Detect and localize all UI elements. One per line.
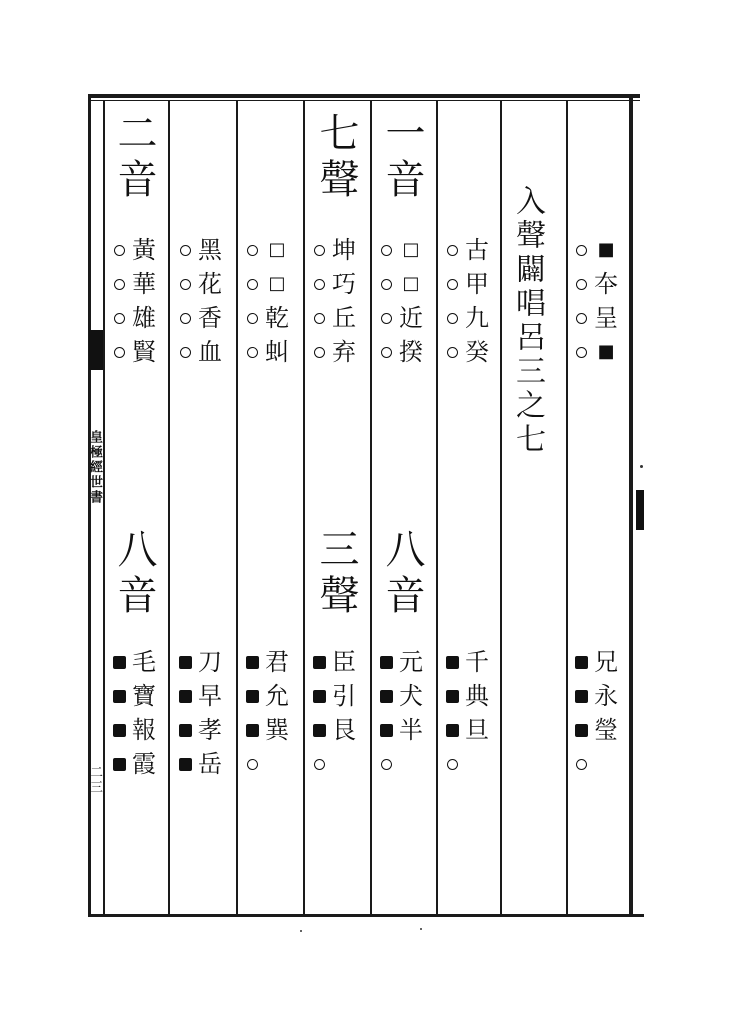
- filled-square-mark: [113, 758, 126, 771]
- rhyme-char: 岳: [198, 750, 222, 778]
- group-label: 八音: [111, 528, 157, 620]
- rhyme-row: [441, 747, 491, 781]
- group-label: 一音: [379, 112, 425, 204]
- circle-mark: [576, 245, 587, 256]
- filled-square-mark: ■: [597, 239, 615, 260]
- rhyme-row: [375, 301, 425, 335]
- rhyme-row: [108, 335, 158, 369]
- circle-mark: [247, 313, 258, 324]
- rhyme-row: [108, 267, 158, 301]
- margin-book-title: 皇極經世書: [87, 430, 102, 505]
- filled-square-mark: [380, 656, 393, 669]
- rhyme-char: 犬: [399, 682, 423, 710]
- rhyme-char: 永: [594, 682, 618, 710]
- column-top-block: [441, 233, 491, 369]
- circle-mark: [447, 245, 458, 256]
- rhyme-char: 典: [465, 682, 489, 710]
- rhyme-row: [308, 645, 358, 679]
- circle-mark: [180, 313, 191, 324]
- rhyme-row: [570, 301, 620, 335]
- column-top-block: [108, 233, 158, 369]
- filled-square-mark: [446, 724, 459, 737]
- rhyme-row: [441, 713, 491, 747]
- rhyme-char: 報: [132, 716, 156, 744]
- rhyme-char: 坤: [332, 236, 356, 264]
- column-divider: [566, 100, 568, 914]
- rhyme-row: [375, 267, 425, 301]
- circle-mark: [114, 313, 125, 324]
- rhyme-row: [174, 233, 224, 267]
- circle-mark: [314, 245, 325, 256]
- rhyme-char: 元: [399, 648, 423, 676]
- rhyme-row: [570, 233, 620, 267]
- rhyme-char: 古: [465, 236, 489, 264]
- circle-mark: [576, 313, 587, 324]
- right-edge-mark: [636, 490, 644, 530]
- circle-mark: [180, 347, 191, 358]
- circle-mark: [447, 279, 458, 290]
- filled-square-mark: [313, 724, 326, 737]
- column-top-block: [308, 233, 358, 369]
- column-divider: [500, 100, 502, 914]
- group-label: 二音: [111, 112, 157, 204]
- rhyme-row: [174, 301, 224, 335]
- filled-square-mark: [179, 690, 192, 703]
- rhyme-row: [174, 267, 224, 301]
- rhyme-row: [570, 645, 620, 679]
- filled-square-mark: [246, 656, 259, 669]
- circle-mark: [576, 347, 587, 358]
- rhyme-row: [241, 713, 291, 747]
- rhyme-row: [241, 301, 291, 335]
- filled-square-mark: [113, 724, 126, 737]
- circle-mark: [180, 245, 191, 256]
- circle-mark: [381, 347, 392, 358]
- filled-square-mark: [575, 724, 588, 737]
- rhyme-row: [241, 335, 291, 369]
- missing-char-box: □: [402, 239, 420, 260]
- circle-mark: [247, 245, 258, 256]
- rhyme-char: 允: [265, 682, 289, 710]
- rhyme-char: 引: [332, 682, 356, 710]
- column-top-block: [375, 233, 425, 369]
- column-divider: [303, 100, 305, 914]
- filled-square-mark: [246, 724, 259, 737]
- column-divider: [436, 100, 438, 914]
- rhyme-char: 九: [465, 304, 489, 332]
- circle-mark: [314, 347, 325, 358]
- rhyme-char: 夲: [594, 270, 618, 298]
- circle-mark: [247, 759, 258, 770]
- rhyme-char: 血: [198, 338, 222, 366]
- circle-mark: [447, 347, 458, 358]
- circle-mark: [314, 279, 325, 290]
- rhyme-row: [241, 679, 291, 713]
- rhyme-row: [441, 335, 491, 369]
- rhyme-row: [441, 679, 491, 713]
- rhyme-row: [174, 335, 224, 369]
- rhyme-char: 臣: [332, 648, 356, 676]
- left-margin-line: [103, 100, 105, 916]
- rhyme-row: [108, 747, 158, 781]
- filled-square-mark: [446, 656, 459, 669]
- bottom-border: [88, 914, 644, 917]
- circle-mark: [114, 279, 125, 290]
- rhyme-row: [108, 233, 158, 267]
- rhyme-row: [441, 233, 491, 267]
- rhyme-char: 呈: [594, 304, 618, 332]
- filled-square-mark: [113, 656, 126, 669]
- column-bottom-block: [308, 645, 358, 781]
- circle-mark: [381, 279, 392, 290]
- top-border: [88, 94, 640, 98]
- paper-speck: [640, 465, 643, 468]
- filled-square-mark: ■: [597, 341, 615, 362]
- rhyme-row: [308, 747, 358, 781]
- rhyme-char: 黃: [132, 236, 156, 264]
- column-divider: [370, 100, 372, 914]
- filled-square-mark: [313, 690, 326, 703]
- filled-square-mark: [179, 724, 192, 737]
- circle-mark: [381, 759, 392, 770]
- group-label: 七聲: [313, 112, 359, 204]
- rhyme-char: 孝: [198, 716, 222, 744]
- rhyme-row: [375, 335, 425, 369]
- rhyme-row: [570, 335, 620, 369]
- missing-char-box: □: [402, 273, 420, 294]
- rhyme-char: 雄: [132, 304, 156, 332]
- rhyme-row: [441, 645, 491, 679]
- circle-mark: [247, 279, 258, 290]
- rhyme-char: 乾: [265, 304, 289, 332]
- missing-char-box: □: [268, 239, 286, 260]
- top-border-thin: [88, 100, 640, 101]
- filled-square-mark: [380, 724, 393, 737]
- rhyme-row: [375, 713, 425, 747]
- column-divider: [236, 100, 238, 914]
- rhyme-char: 弃: [332, 338, 356, 366]
- rhyme-char: 揆: [399, 338, 423, 366]
- circle-mark: [314, 759, 325, 770]
- rhyme-char: 半: [399, 716, 423, 744]
- rhyme-row: [308, 267, 358, 301]
- circle-mark: [576, 279, 587, 290]
- rhyme-row: [570, 713, 620, 747]
- filled-square-mark: [380, 690, 393, 703]
- column-bottom-block: [174, 645, 224, 781]
- circle-mark: [381, 245, 392, 256]
- rhyme-row: [241, 747, 291, 781]
- circle-mark: [180, 279, 191, 290]
- circle-mark: [314, 313, 325, 324]
- column-divider: [168, 100, 170, 914]
- rhyme-char: 虯: [265, 338, 289, 366]
- rhyme-char: 旦: [465, 716, 489, 744]
- rhyme-char: 兄: [594, 648, 618, 676]
- filled-square-mark: [575, 656, 588, 669]
- group-label: 三聲: [313, 528, 359, 620]
- rhyme-char: 刀: [198, 648, 222, 676]
- rhyme-row: [308, 679, 358, 713]
- rhyme-row: [570, 267, 620, 301]
- rhyme-char: 艮: [332, 716, 356, 744]
- right-border: [629, 96, 633, 916]
- rhyme-char: 花: [198, 270, 222, 298]
- paper-speck: [300, 930, 302, 932]
- missing-char-box: □: [268, 273, 286, 294]
- circle-mark: [447, 759, 458, 770]
- rhyme-row: [375, 679, 425, 713]
- rhyme-row: [241, 267, 291, 301]
- rhyme-char: 華: [132, 270, 156, 298]
- rhyme-row: [108, 645, 158, 679]
- circle-mark: [576, 759, 587, 770]
- rhyme-row: [570, 747, 620, 781]
- column-bottom-block: [108, 645, 158, 781]
- circle-mark: [447, 313, 458, 324]
- page-title: 入聲闢唱呂三之七: [510, 185, 545, 457]
- filled-square-mark: [575, 690, 588, 703]
- rhyme-char: 寶: [132, 682, 156, 710]
- rhyme-row: [308, 301, 358, 335]
- filled-square-mark: [446, 690, 459, 703]
- circle-mark: [114, 347, 125, 358]
- rhyme-row: [441, 301, 491, 335]
- circle-mark: [114, 245, 125, 256]
- rhyme-row: [174, 713, 224, 747]
- rhyme-row: [375, 747, 425, 781]
- rhyme-row: [308, 233, 358, 267]
- rhyme-char: 香: [198, 304, 222, 332]
- rhyme-char: 癸: [465, 338, 489, 366]
- group-label: 八音: [379, 528, 425, 620]
- rhyme-row: [174, 747, 224, 781]
- rhyme-char: 巽: [265, 716, 289, 744]
- rhyme-char: 甲: [465, 270, 489, 298]
- circle-mark: [381, 313, 392, 324]
- margin-page-number: 二三: [87, 765, 102, 795]
- column-bottom-block: [375, 645, 425, 781]
- column-top-block: [570, 233, 620, 369]
- paper-speck: [420, 928, 422, 930]
- margin-fishtail-mark: [89, 330, 103, 370]
- filled-square-mark: [113, 690, 126, 703]
- column-top-block: [174, 233, 224, 369]
- rhyme-char: 千: [465, 648, 489, 676]
- rhyme-row: [375, 645, 425, 679]
- rhyme-char: 巧: [332, 270, 356, 298]
- rhyme-row: [108, 679, 158, 713]
- rhyme-row: [241, 233, 291, 267]
- filled-square-mark: [246, 690, 259, 703]
- rhyme-row: [108, 713, 158, 747]
- column-bottom-block: [570, 645, 620, 781]
- rhyme-char: 丘: [332, 304, 356, 332]
- rhyme-char: 霞: [132, 750, 156, 778]
- rhyme-row: [174, 679, 224, 713]
- column-bottom-block: [241, 645, 291, 781]
- rhyme-char: 賢: [132, 338, 156, 366]
- rhyme-row: [108, 301, 158, 335]
- column-bottom-block: [441, 645, 491, 781]
- rhyme-char: 黑: [198, 236, 222, 264]
- rhyme-char: 近: [399, 304, 423, 332]
- filled-square-mark: [313, 656, 326, 669]
- rhyme-row: [241, 645, 291, 679]
- column-top-block: [241, 233, 291, 369]
- circle-mark: [247, 347, 258, 358]
- rhyme-char: 毛: [132, 648, 156, 676]
- rhyme-row: [570, 679, 620, 713]
- filled-square-mark: [179, 758, 192, 771]
- rhyme-char: 瑩: [594, 716, 618, 744]
- rhyme-row: [308, 713, 358, 747]
- rhyme-char: 君: [265, 648, 289, 676]
- rhyme-row: [174, 645, 224, 679]
- rhyme-row: [308, 335, 358, 369]
- rhyme-row: [375, 233, 425, 267]
- rhyme-row: [441, 267, 491, 301]
- filled-square-mark: [179, 656, 192, 669]
- rhyme-char: 早: [198, 682, 222, 710]
